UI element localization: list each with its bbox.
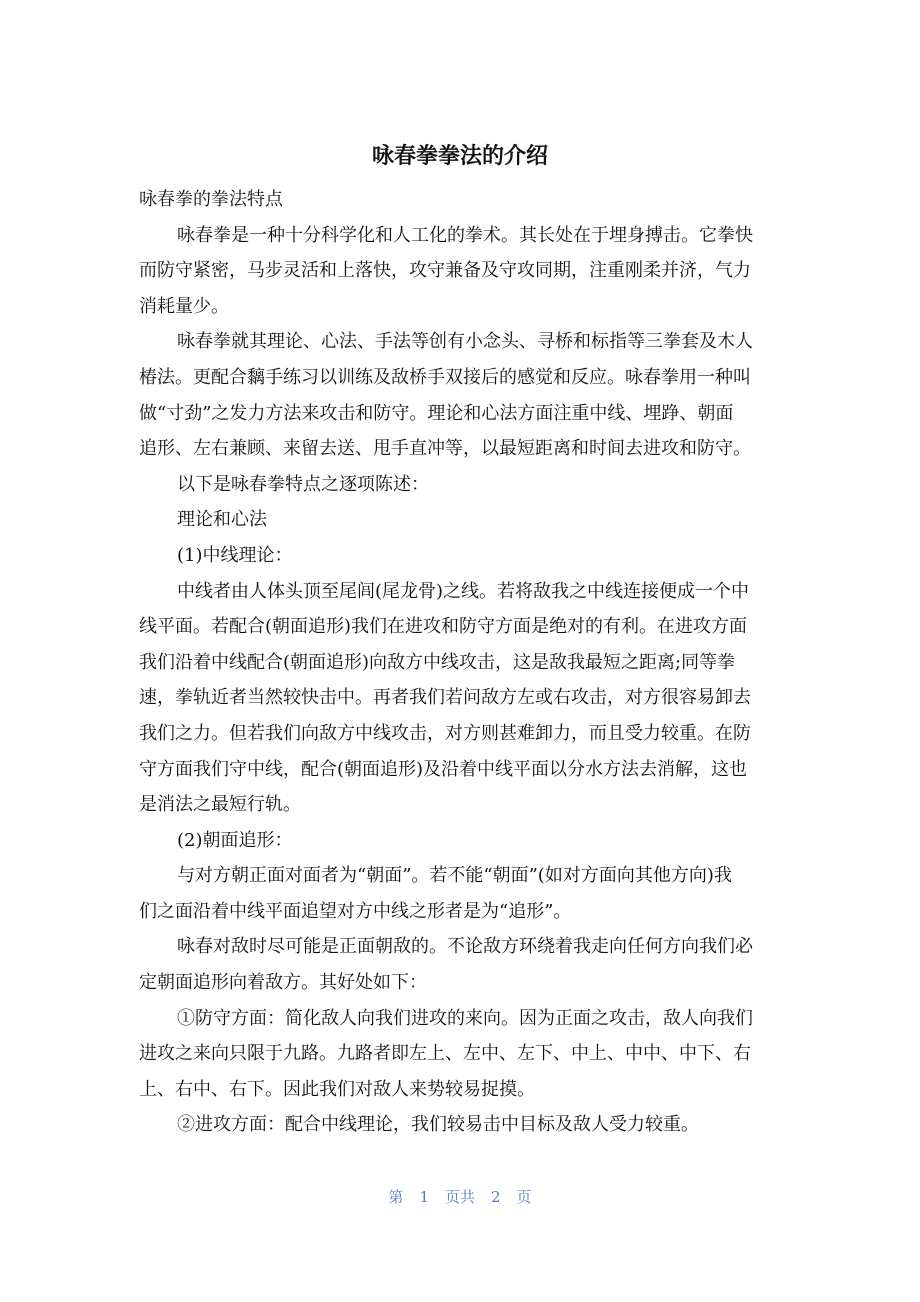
paragraph bbox=[139, 538, 799, 574]
current-page-number: 1 bbox=[419, 1188, 429, 1206]
footer-label: 页 bbox=[516, 1188, 532, 1206]
text-line: 而防守紧密，马步灵活和上落快，攻守兼备及守攻同期，注重刚柔并济，气力 bbox=[139, 260, 751, 282]
text-line: 咏春对敌时尽可能是正面朝敌的。不论敌方环绕着我走向任何方向我们必 bbox=[177, 936, 753, 958]
text-line: 理论和心法 bbox=[177, 509, 267, 531]
text-line: 定朝面追形向着敌方。其好处如下： bbox=[139, 972, 427, 994]
text-line: ②进攻方面：配合中线理论，我们较易击中目标及敌人受力较重。 bbox=[177, 1114, 699, 1136]
text-line: 是消法之最短行轨。 bbox=[139, 794, 301, 816]
page-footer bbox=[0, 1186, 920, 1207]
text-line: (1)中线理论： bbox=[177, 544, 293, 566]
text-line: 们之面沿着中线平面追望对方中线之形者是为“追形”。 bbox=[139, 900, 572, 922]
text-line: 咏春拳是一种十分科学化和人工化的拳术。其长处在于埋身搏击。它拳快 bbox=[177, 224, 753, 246]
footer-label: 第 bbox=[388, 1188, 404, 1206]
paragraph bbox=[139, 467, 799, 503]
paragraph bbox=[139, 324, 799, 466]
text-line: 椿法。更配合黐手练习以训练及敌桥手双接后的感觉和反应。咏春拳用一种叫 bbox=[139, 366, 751, 388]
text-line: 中线者由人体头顶至尾闾(尾龙骨)之线。若将敌我之中线连接便成一个中 bbox=[177, 580, 750, 602]
text-line: 我们沿着中线配合(朝面追形)向敌方中线攻击，这是敌我最短之距离;同等拳 bbox=[139, 651, 736, 673]
text-line: 上、右中、右下。因此我们对敌人来势较易捉摸。 bbox=[139, 1078, 535, 1100]
paragraph bbox=[139, 823, 799, 859]
text-line: 咏春拳就其理论、心法、手法等创有小念头、寻桥和标指等三拳套及木人 bbox=[177, 331, 753, 353]
text-line: 以下是咏春拳特点之逐项陈述： bbox=[177, 473, 429, 495]
footer-label: 页共 bbox=[444, 1188, 475, 1206]
paragraph bbox=[139, 502, 799, 538]
text-line: 线平面。若配合(朝面追形)我们在进攻和防守方面是绝对的有利。在进攻方面 bbox=[139, 616, 748, 638]
total-page-count: 2 bbox=[491, 1188, 501, 1206]
document-body bbox=[139, 182, 799, 1143]
paragraph bbox=[139, 1001, 799, 1108]
text-line: ①防守方面：简化敌人向我们进攻的来向。因为正面之攻击，敌人向我们 bbox=[177, 1007, 753, 1029]
text-line: 我们之力。但若我们向敌方中线攻击，对方则甚难卸力，而且受力较重。在防 bbox=[139, 722, 751, 744]
paragraph bbox=[139, 182, 799, 218]
paragraph bbox=[139, 218, 799, 325]
text-line: (2)朝面追形： bbox=[177, 829, 293, 851]
text-line: 做“寸劲”之发力方法来攻击和防守。理论和心法方面注重中线、埋踭、朝面 bbox=[139, 402, 734, 424]
text-line: 守方面我们守中线，配合(朝面追形)及沿着中线平面以分水方法去消解，这也 bbox=[139, 758, 748, 780]
paragraph bbox=[139, 1107, 799, 1143]
text-line: 与对方朝正面对面者为“朝面”。若不能“朝面”(如对方面向其他方向)我 bbox=[177, 865, 732, 887]
text-line: 速，拳轨近者当然较快击中。再者我们若问敌方左或右攻击，对方很容易卸去 bbox=[139, 687, 751, 709]
paragraph bbox=[139, 929, 799, 1000]
text-line: 消耗量少。 bbox=[139, 295, 229, 317]
text-line: 咏春拳的拳法特点 bbox=[139, 189, 283, 210]
text-line: 追形、左右兼顾、来留去送、甩手直冲等，以最短距离和时间去进攻和防守。 bbox=[139, 438, 751, 460]
text-line: 进攻之来向只限于九路。九路者即左上、左中、左下、中上、中中、中下、右 bbox=[139, 1043, 751, 1065]
paragraph bbox=[139, 858, 799, 929]
paragraph bbox=[139, 574, 799, 823]
page-title: 咏春拳拳法的介绍 bbox=[371, 144, 548, 169]
